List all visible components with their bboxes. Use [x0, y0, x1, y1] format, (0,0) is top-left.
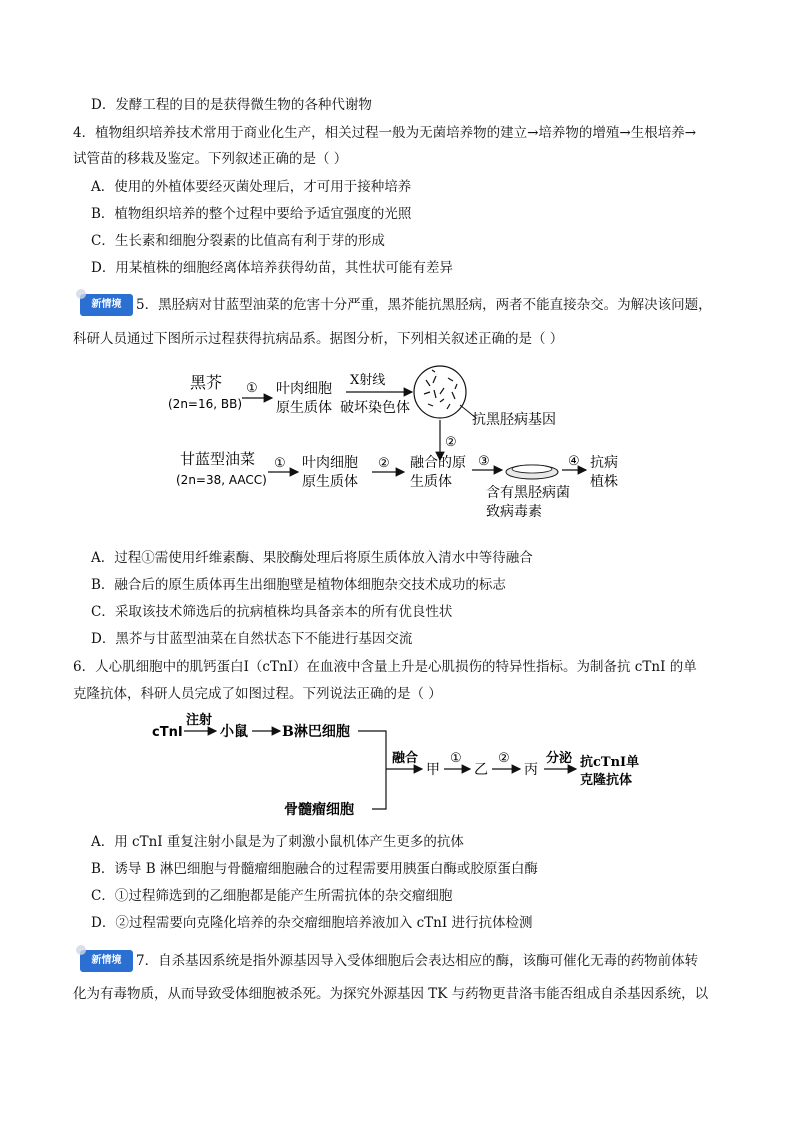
step-1-bottom: ①: [274, 456, 286, 471]
q6-stem-line-2: 克隆抗体，科研人员完成了如图过程。下列说法正确的是（ ）: [73, 686, 442, 702]
new-context-badge: 新情境: [80, 294, 133, 316]
q5-diagram: [160, 360, 640, 530]
resistance-gene-label: 抗黑胫病基因: [472, 412, 556, 428]
q7-stem-line-1: 7．自杀基因系统是指外源基因导入受体细胞后会表达相应的酶，该酶可催化无毒的药物前体转: [136, 953, 699, 969]
ganlan-genotype: (2n=38, AACC): [176, 473, 267, 487]
q5-stem-line-1: 5．黑胫病对甘蓝型油菜的危害十分严重，黑芥能抗黑胫病，两者不能直接杂交。为解决该问题，: [136, 297, 712, 313]
fused-protoplast-2: 生质体: [410, 474, 452, 490]
step-2-bottom: ②: [378, 456, 390, 471]
q3-option-d: D．发酵工程的目的是获得微生物的各种代谢物: [91, 97, 372, 113]
cell-bing: 丙: [524, 762, 538, 778]
antibody-label-2: 克隆抗体: [580, 773, 633, 788]
myeloma-label: 骨髓瘤细胞: [284, 802, 354, 818]
protoplast-bottom-1: 叶肉细胞: [302, 455, 358, 471]
new-context-badge: 新情境: [80, 950, 133, 972]
step-1-label: ①: [450, 751, 462, 766]
destroy-chromosome-label: 破坏染色体: [340, 400, 410, 416]
q4-option-c: C．生长素和细胞分裂素的比值高有利于芽的形成: [91, 233, 385, 249]
q4-stem-line-1: 4．植物组织培养技术常用于商业化生产，相关过程一般为无菌培养物的建立→培养物的增殖→生根培养→: [73, 125, 697, 141]
q6-stem-line-1: 6．人心肌细胞中的肌钙蛋白Ⅰ（cTnI）在血液中含量上升是心肌损伤的特异性指标。为制备抗 cTnI 的单: [73, 659, 697, 675]
q5-option-a: A．过程①需使用纤维素酶、果胶酶处理后将原生质体放入清水中等待融合: [91, 550, 533, 566]
irradiated-protoplast-cell: [414, 366, 466, 418]
resistant-plant-2: 植株: [590, 474, 618, 490]
q5-option-d: D．黑芥与甘蓝型油菜在自然状态下不能进行基因交流: [91, 631, 413, 647]
step-2-down: ②: [445, 435, 457, 450]
fused-protoplast-1: 融合的原: [410, 455, 466, 471]
protoplast-top-2: 原生质体: [276, 400, 332, 416]
q5-option-c: C．采取该技术筛选后的抗病植株均具备亲本的所有优良性状: [91, 604, 453, 620]
mouse-label: 小鼠: [220, 724, 248, 740]
secrete-label: 分泌: [546, 751, 573, 766]
heijie-genotype: (2n=16, BB): [168, 397, 243, 411]
resistant-plant-1: 抗病: [590, 455, 618, 471]
b-cell-label: B淋巴细胞: [282, 724, 350, 740]
step-1-top: ①: [246, 381, 258, 396]
cell-yi: 乙: [474, 762, 488, 778]
ctni-label: cTnI: [152, 725, 183, 740]
step-3: ③: [478, 454, 490, 469]
inject-label: 注射: [186, 713, 213, 728]
fuse-label: 融合: [392, 751, 419, 766]
cell-jia: 甲: [426, 762, 440, 778]
q4-option-a: A．使用的外植体要经灭菌处理后，才可用于接种培养: [91, 179, 412, 195]
toxin-medium-1: 含有黑胫病菌: [486, 485, 570, 501]
q4-option-d: D．用某植株的细胞经离体培养获得幼苗，其性状可能有差异: [91, 260, 453, 276]
q7-stem-line-2: 化为有毒物质，从而导致受体细胞被杀死。为探究外源基因 TK 与药物更昔洛韦能否组成自杀基因系统，以: [73, 986, 709, 1002]
q4-option-b: B．植物组织培养的整个过程中要给予适宜强度的光照: [91, 206, 412, 222]
q6-option-a: A．用 cTnI 重复注射小鼠是为了刺激小鼠机体产生更多的抗体: [91, 834, 464, 850]
ganlan-label: 甘蓝型油菜: [180, 450, 256, 468]
q6-option-c: C．①过程筛选到的乙细胞都是能产生所需抗体的杂交瘤细胞: [91, 888, 453, 904]
xray-label: X射线: [350, 373, 386, 388]
heijie-label: 黑芥: [190, 373, 223, 392]
toxin-medium-2: 致病毒素: [486, 504, 542, 520]
q6-option-b: B．诱导 B 淋巴细胞与骨髓瘤细胞融合的过程需要用胰蛋白酶或胶原蛋白酶: [91, 861, 538, 877]
q5-stem-line-2: 科研人员通过下图所示过程获得抗病品系。据图分析，下列相关叙述正确的是（ ）: [73, 331, 564, 347]
step-4: ④: [568, 454, 580, 469]
q5-option-b: B．融合后的原生质体再生出细胞壁是植物体细胞杂交技术成功的标志: [91, 577, 506, 593]
step-2-label: ②: [498, 751, 510, 766]
q4-stem-line-2: 试管苗的移栽及鉴定。下列叙述正确的是（ ）: [73, 151, 348, 167]
antibody-label-1: 抗cTnI单: [580, 755, 640, 770]
protoplast-bottom-2: 原生质体: [302, 474, 358, 490]
q6-option-d: D．②过程需要向克隆化培养的杂交瘤细胞培养液加入 cTnI 进行抗体检测: [91, 915, 533, 931]
protoplast-top-1: 叶肉细胞: [276, 381, 332, 397]
q6-diagram: [148, 710, 648, 825]
